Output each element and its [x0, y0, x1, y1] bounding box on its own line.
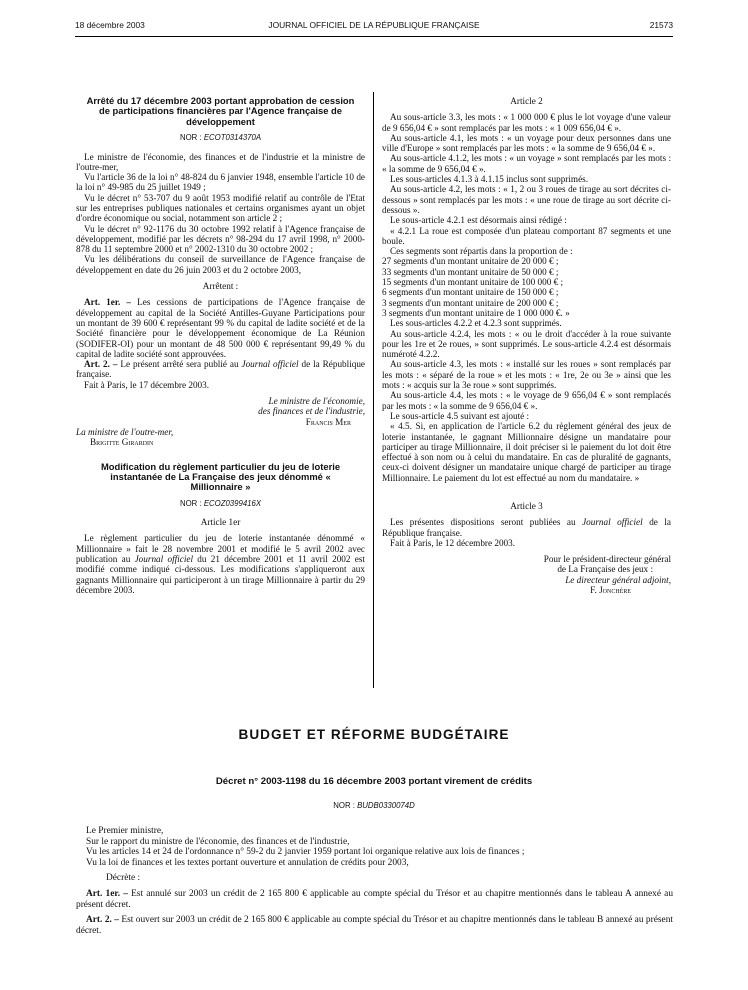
- article-1-heading: Article 1er: [200, 517, 241, 528]
- signature-1-line-1: Le ministre de l'économie,: [268, 396, 365, 407]
- modification-title: Modification du règlement particulier du jeu de loterie instantanée de La Française des jeux dénommé « Millionnaire »: [100, 460, 341, 493]
- arrete-nor: [76, 133, 365, 143]
- article-3-text-end: de la République française.: [382, 517, 671, 538]
- amendment-paragraph: « 4.5. Si, en application de l'article 6.2 du règlement général des jeux de loterie instantanée, le gagnant Millionnaire désigne un mandataire pour participer au tirage Millionnaire, il doit préciser si le paiement du lot doit être effectué à son nom ou à celui du mandataire. En cas de pluralité de gagnants, ceux-ci doivent désigner un mandataire unique chargé de participer au tirage Millionnaire. Le paiement du lot est effectué au nom du mandataire. »: [382, 421, 671, 483]
- amendment-paragraph: « 4.2.1 La roue est composée d'un plateau comportant 87 segments et une boule.: [382, 225, 671, 246]
- nor-label: NOR :: [179, 133, 202, 143]
- header-page-number: 21573: [649, 20, 673, 30]
- visa-paragraph: Le ministre de l'économie, des finances et de l'industrie et la ministre de l'outre-mer,: [76, 151, 365, 172]
- signature-title: [382, 575, 671, 585]
- amendment-paragraph: Au sous-article 4.4, les mots : « le voyage de 9 656,04 € » sont remplacés par les mots : « la somme de 9 656,04 € ».: [382, 390, 671, 411]
- signature-1-title-2: [76, 406, 365, 416]
- decrete-label: Décrète :: [106, 873, 141, 884]
- article-1-text: Les cessions de participations de l'Agence française de développement au capital de la Société Antilles-Guyane Participations pour un montant de 39 600 € représentant 99 % du capital de ladite société et de la Société financière pour le développement économique de La Réunion (SODIFER-OI) pour un montant de 48 500 000 € représentant 99,49 % du capital de ladite société sont approuvées.: [76, 297, 366, 359]
- amendment-paragraph: Les sous-articles 4.2.2 et 4.2.3 sont supprimés.: [390, 318, 562, 329]
- signature-2-name: Brigitte Girardin: [90, 437, 154, 448]
- decret-paragraph: Le Premier ministre,: [86, 826, 164, 836]
- right-column: [382, 96, 671, 595]
- decret-paragraph: Vu la loi de finances et les textes portant ouverture et annulation de crédits pour 2003,: [86, 857, 409, 868]
- segment-line: 6 segments d'un montant unitaire de 150 000 € ;: [382, 287, 559, 298]
- article-3-text: Les présentes dispositions seront publiées au: [390, 517, 576, 528]
- article-1-label: Art. 1er. –: [84, 297, 132, 308]
- signature-line: Pour le président-directeur général: [543, 554, 671, 565]
- decret-nor: [75, 801, 673, 810]
- nor-code: ECOT0314370A: [203, 133, 262, 143]
- page-header: [75, 20, 673, 34]
- article-1-body-text: Le règlement particulier du jeu de loterie instantanée dénommé « Millionnaire » fait le 28 novembre 2001 et modifié le 5 avril 2002 avec publication au: [76, 533, 365, 564]
- signature-title-italic: Le directeur général adjoint,: [565, 574, 671, 585]
- nor-code: BUDB0330074D: [357, 801, 415, 810]
- fait-a-paris: Fait à Paris, le 17 décembre 2003.: [84, 379, 210, 390]
- visa-paragraph: Vu l'article 36 de la loi n° 48-824 du 6 janvier 1948, ensemble l'article 10 de la loi n° 49-985 du 25 juillet 1949 ;: [76, 172, 365, 193]
- amendment-paragraph: Les sous-articles 4.1.3 à 4.1.15 inclus sont supprimés.: [390, 174, 589, 185]
- decret-article-1: [76, 889, 673, 910]
- segment-line: 3 segments d'un montant unitaire de 1 000 000 €. »: [382, 307, 570, 318]
- decret-article-2: [76, 915, 673, 936]
- decret-body: [76, 826, 673, 936]
- nor-label: NOR :: [333, 801, 355, 810]
- article-1: [76, 297, 365, 359]
- header-rule: [75, 36, 673, 37]
- signature-2-line: La ministre de l'outre-mer,: [76, 426, 174, 437]
- decret-article-1-label: Art. 1er. –: [86, 888, 128, 899]
- segment-line: 15 segments d'un montant unitaire de 100 000 € ;: [382, 277, 564, 288]
- amendment-paragraph: Ces segments sont répartis dans la proportion de :: [390, 246, 573, 257]
- journal-officiel-italic: Journal officiel: [241, 359, 299, 370]
- fait-a-paris: Fait à Paris, le 12 décembre 2003.: [390, 537, 516, 548]
- signature-1-title: [76, 396, 365, 406]
- signature-1-name: Francis Mer: [305, 416, 351, 427]
- arrete-title: Arrêté du 17 décembre 2003 portant approbation de cession de participations financières par l'Agence française de développement: [86, 95, 355, 127]
- segment-line: 33 segments d'un montant unitaire de 50 000 € ;: [382, 266, 559, 277]
- article-3-body: [382, 517, 671, 538]
- decret-article-1-text: Est annulé sur 2003 un crédit de 2 165 800 € applicable au compte spécial du Trésor et au chapitre mentionnés dans le tableau A annexé au présent décret.: [76, 888, 674, 910]
- header-journal-title: JOURNAL OFFICIEL DE LA RÉPUBLIQUE FRANÇAISE: [268, 20, 480, 30]
- article-1-body: [76, 533, 365, 595]
- article-3-heading: Article 3: [510, 500, 543, 511]
- left-column: [76, 96, 365, 595]
- section-heading: BUDGET ET RÉFORME BUDGÉTAIRE: [238, 727, 510, 742]
- amendment-paragraph: Au sous-article 4.1.2, les mots : « un voyage » sont remplacés par les mots : « la somme de 9 656,04 € ».: [382, 153, 671, 174]
- amendment-paragraph: Au sous-article 4.1, les mots : « un voyage pour deux personnes dans une ville d'Europe » sont remplacés par les mots : « la somme de 9 656,04 € ».: [382, 132, 671, 154]
- signature-line: de La Française des jeux :: [557, 564, 653, 575]
- signature-1-line-2: des finances et de l'industrie,: [258, 406, 365, 417]
- nor-code: ECOZ0399416X: [203, 498, 262, 508]
- visa-paragraph: Vu le décret n° 92-1176 du 30 octobre 1992 relatif à l'Agence française de développement, modifié par les décrets n° 98-294 du 17 avril 1998, n° 2000-878 du 11 septembre 2000 et n° 2002-1310 du 30 octobre 2002 ;: [76, 223, 365, 255]
- modification-nor: [76, 499, 365, 509]
- column-divider: [373, 92, 374, 688]
- article-2-text-end: de la République française.: [76, 359, 366, 380]
- journal-officiel-italic: Journal officiel: [582, 517, 643, 528]
- article-2-text: Le présent arrêté sera publié au: [120, 359, 239, 370]
- decret-title: Décret n° 2003-1198 du 16 décembre 2003 portant virement de crédits: [215, 776, 533, 787]
- segment-line: 3 segments d'un montant unitaire de 200 000 € ;: [382, 297, 559, 308]
- header-date: 18 décembre 2003: [75, 20, 145, 30]
- decret-article-2-text: Est ouvert sur 2003 un crédit de 2 165 800 € applicable au compte spécial du Trésor et au chapitre mentionnés dans le tableau B annexé au présent décret.: [76, 915, 673, 936]
- segment-line: 27 segments d'un montant unitaire de 20 000 € ;: [382, 256, 559, 267]
- article-2-label: Art. 2. –: [84, 359, 118, 370]
- arretent-label: Arrêtent :: [202, 281, 239, 292]
- visa-paragraph: Vu les délibérations du conseil de surveillance de l'Agence française de développement en date du 26 juin 2003 et du 2 octobre 2003,: [76, 254, 365, 275]
- decret-paragraph: Sur le rapport du ministre de l'économie, des finances et de l'industrie,: [86, 836, 350, 847]
- amendment-paragraph: Au sous-article 4.3, les mots : « installé sur les roues » sont remplacés par les mots : « séparé de la roue » et les mots : « 1re, 2e ou 3e » ainsi que les mots : « acquis sur la 3e roue » sont supprimés.: [382, 359, 671, 391]
- amendment-paragraph: Au sous-article 3.3, les mots : « 1 000 000 € plus le lot voyage d'une valeur de 9 656,04 € » sont remplacés par les mots : « 1 009 656,04 € ».: [382, 112, 671, 133]
- decret-article-2-label: Art. 2. –: [86, 915, 119, 926]
- nor-label: NOR :: [179, 498, 202, 508]
- article-1-body-text-end: du 21 décembre 2001 et 11 avril 2002 est modifié comme indiqué ci-dessous. Les modifications s'appliqueront aux gagnants Millionnaire qui participeront à un tirage Millionnaire à partir du 29 décembre 2003.: [76, 553, 365, 595]
- amendment-paragraph: Le sous-article 4.2.1 est désormais ainsi rédigé :: [390, 215, 567, 226]
- journal-officiel-italic: Journal officiel: [134, 553, 193, 564]
- amendment-paragraph: Au sous-article 4.2, les mots : « 1, 2 ou 3 roues de tirage au sort décrites ci-dessous » sont remplacés par les mots : « une roue de tirage au sort décrite ci-dessous ».: [382, 184, 671, 215]
- amendment-paragraph: Au sous-article 4.2.4, les mots : « ou le droit d'accéder à la roue suivante pour les 1re et 2e roues, » sont supprimés. Le sous-article 4.2.4 est désormais numéroté 4.2.2.: [382, 328, 671, 360]
- amendment-paragraph: Le sous-article 4.5 suivant est ajouté :: [390, 410, 530, 421]
- decret-paragraph: Vu les articles 14 et 24 de l'ordonnance n° 59-2 du 2 janvier 1959 portant loi organique relative aux lois de finances ;: [86, 847, 525, 858]
- signature-name: F. Jonchère: [590, 585, 631, 596]
- signature-2-title: [76, 427, 365, 437]
- article-2-heading: Article 2: [510, 96, 543, 106]
- article-2: [76, 359, 365, 380]
- visa-paragraph: Vu le décret n° 53-707 du 9 août 1953 modifié relatif au contrôle de l'Etat sur les entreprises publiques nationales et certains organismes ayant un objet d'ordre économique ou social, notamment son article 2 ;: [76, 192, 365, 224]
